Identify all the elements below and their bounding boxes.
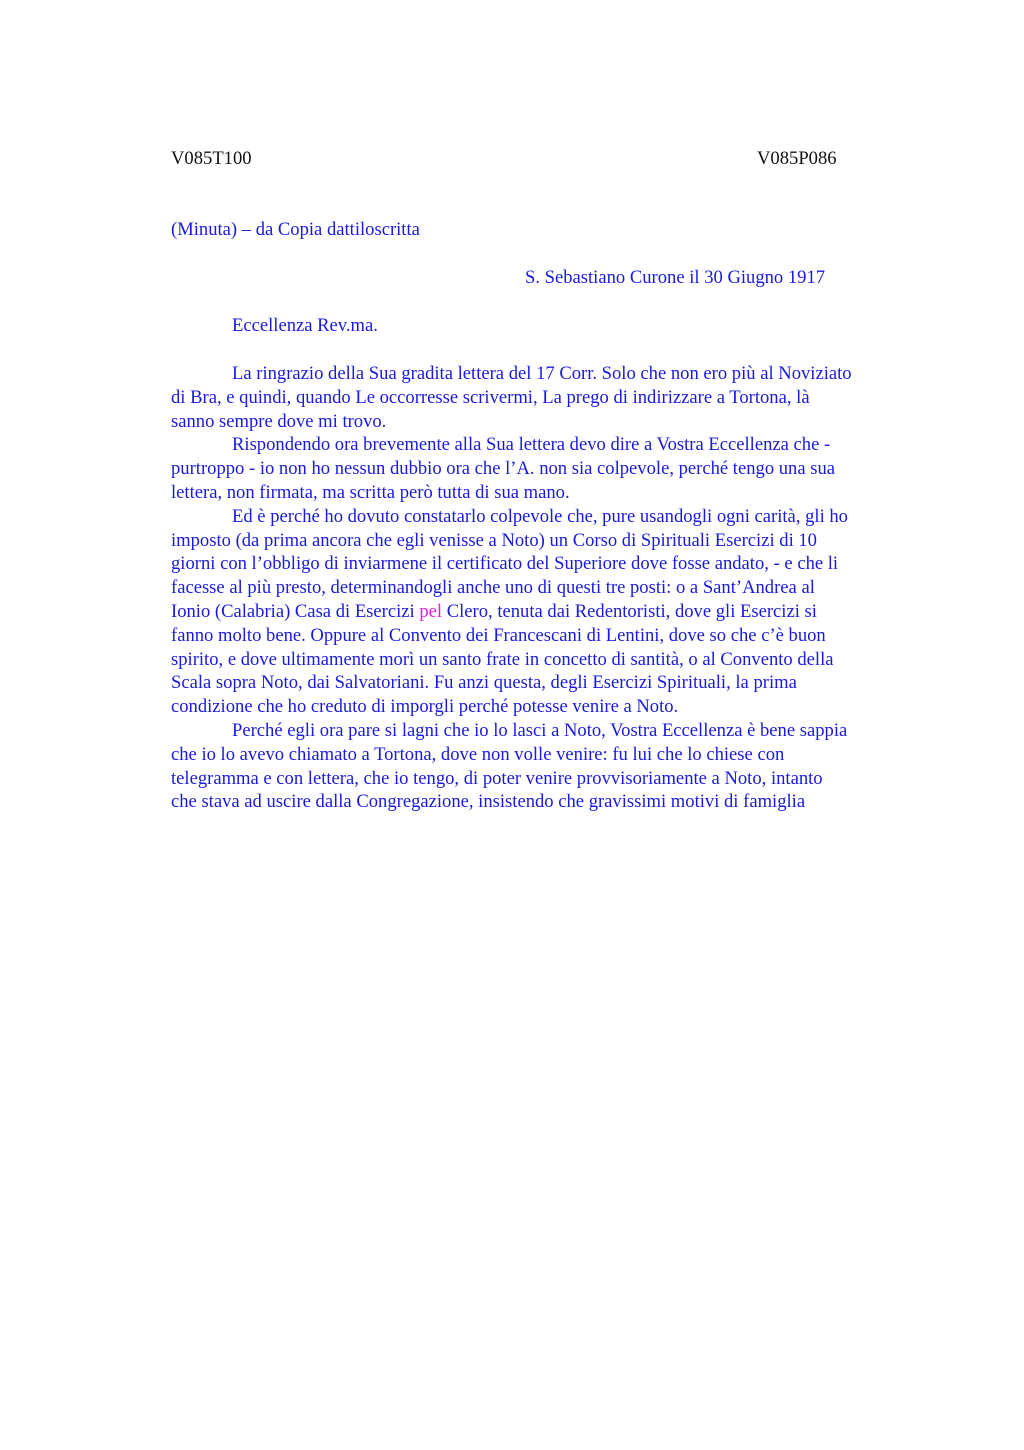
paragraph-line-with-highlight (171, 600, 931, 624)
paragraph-line: lettera, non firmata, ma scritta però tutta di sua mano. (171, 481, 570, 503)
paragraph-line: che io lo avevo chiamato a Tortona, dove non volle venire: fu lui che lo chiese con (171, 743, 785, 765)
paragraph-line: fanno molto bene. Oppure al Convento dei Francescani di Lentini, dove so che c’è buon (171, 624, 826, 646)
paragraph-line: Rispondendo ora brevemente alla Sua lettera devo dire a Vostra Eccellenza che - (232, 434, 831, 456)
paragraph-line: sanno sempre dove mi trovo. (171, 410, 387, 432)
paragraph-line: telegramma e con lettera, che io tengo, di poter venire provvisoriamente a Noto, intanto (171, 767, 823, 789)
paragraph-line: condizione che ho creduto di imporgli perché potesse venire a Noto. (171, 696, 679, 718)
document-code-left: V085T100 (171, 148, 252, 169)
paragraph-line: La ringrazio della Sua gradita lettera del 17 Corr. Solo che non ero più al Noviziato (232, 363, 852, 384)
letter-body (171, 362, 931, 814)
salutation: Eccellenza Rev.ma. (232, 315, 378, 336)
line-segment: Clero, tenuta dai Redentoristi, dove gli Esercizi si (442, 600, 817, 622)
paragraph-line: Perché egli ora pare si lagni che io lo lasci a Noto, Vostra Eccellenza è bene sappia (232, 719, 848, 741)
place-date: S. Sebastiano Curone il 30 Giugno 1917 (525, 267, 826, 288)
line-segment: Ionio (Calabria) Casa di Esercizi (171, 600, 420, 622)
paragraph-line: facesse al più presto, determinandogli anche uno di questi tre posti: o a Sant’Andrea al (171, 577, 815, 599)
paragraph-line: spirito, e dove ultimamente morì un santo frate in concetto di santità, o al Convento della (171, 648, 834, 670)
document-code-right: V085P086 (757, 148, 837, 169)
highlighted-word: pel (419, 600, 443, 622)
paragraph-line: Scala sopra Noto, dai Salvatoriani. Fu anzi questa, degli Esercizi Spirituali, la prima (171, 672, 797, 694)
paragraph-line: che stava ad uscire dalla Congregazione, insistendo che gravissimi motivi di famiglia (171, 791, 806, 813)
paragraph-line: imposto (da prima ancora che egli venisse a Noto) un Corso di Spirituali Esercizi di 10 (171, 529, 817, 551)
paragraph-line: Ed è perché ho dovuto constatarlo colpevole che, pure usandogli ogni carità, gli ho (232, 505, 848, 527)
paragraph-line: purtroppo - io non ho nessun dubbio ora che l’A. non sia colpevole, perché tengo una sua (171, 458, 836, 480)
paragraph-line: di Bra, e quindi, quando Le occorresse scrivermi, La prego di indirizzare a Tortona, là (171, 386, 810, 408)
source-note: (Minuta) – da Copia dattiloscritta (171, 219, 420, 240)
paragraph-line: giorni con l’obbligo di inviarmene il certificato del Superiore dove fosse andato, - e che li (171, 553, 839, 575)
